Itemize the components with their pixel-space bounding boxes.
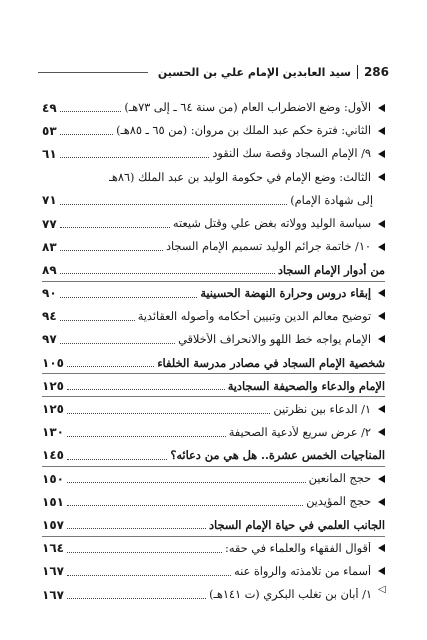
dot-leader: [60, 219, 170, 228]
toc-page-number: ٥٣: [42, 123, 57, 138]
toc-page-number: ١٥١: [42, 494, 64, 509]
toc-entry[interactable]: [42, 467, 385, 490]
dot-leader: [60, 265, 275, 274]
toc-entry-title: ١/ أبان بن تغلب البكري (ت ١٤١هـ): [209, 588, 372, 602]
toc-entry-title: أسماء من تلامذته والرواة عنه: [234, 564, 371, 578]
dot-leader: [60, 196, 288, 205]
toc-page-number: ١٠٥: [42, 355, 64, 370]
toc-entry[interactable]: [42, 282, 385, 305]
dot-leader: [60, 126, 113, 135]
toc-page-number: ٧١: [42, 193, 57, 208]
triangle-bullet-icon: [378, 335, 385, 343]
toc-entry[interactable]: [42, 189, 385, 212]
toc-page-number: ١٦٤: [42, 541, 64, 556]
dot-leader: [67, 474, 306, 483]
table-of-contents: [42, 96, 385, 606]
toc-page-number: ١٣٠: [42, 425, 64, 440]
toc-section-heading[interactable]: [42, 258, 385, 281]
header-separator: [357, 65, 358, 79]
toc-page-number: ٩٧: [42, 332, 57, 347]
book-title: سيد العابدين الإمام علي بن الحسين: [157, 65, 351, 79]
triangle-bullet-icon: [378, 567, 385, 575]
dot-leader: [60, 103, 122, 112]
triangle-bullet-icon: [378, 405, 385, 413]
toc-entry-title: الأول: وضع الاضطراب العام (من سنة ٦٤ ـ إلى ٧٣هـ): [124, 101, 371, 115]
toc-entry[interactable]: [42, 119, 385, 142]
toc-entry-title: الإمام يواجه خط اللهو والانحراف الأخلاقي: [178, 332, 371, 346]
triangle-bullet-icon: [378, 428, 385, 436]
toc-entry[interactable]: [42, 328, 385, 351]
triangle-bullet-icon: [378, 289, 385, 297]
toc-page-number: ٨٩: [42, 262, 57, 277]
toc-page-number: ١٥٧: [42, 517, 64, 532]
toc-page-number: ١٥٠: [42, 471, 64, 486]
toc-entry[interactable]: [42, 305, 385, 328]
toc-entry[interactable]: [42, 212, 385, 235]
triangle-bullet-icon: [378, 544, 385, 552]
triangle-bullet-icon: [378, 243, 385, 251]
toc-entry-title: أقوال الفقهاء والعلماء في حقه:: [225, 541, 371, 555]
toc-section-heading[interactable]: [42, 374, 385, 397]
toc-entry[interactable]: [42, 235, 385, 258]
dot-leader: [67, 358, 154, 367]
toc-page-number: ٤٩: [42, 100, 57, 115]
dot-leader: [67, 520, 206, 529]
toc-entry-title: ١/ الدعاء بين نظرتين: [273, 402, 371, 416]
toc-entry-title: الإمام والدعاء والصحيفة السجادية: [227, 378, 385, 393]
running-header: [38, 62, 389, 82]
dot-leader: [67, 451, 167, 460]
toc-entry-title: إبقاء دروس وحرارة النهضة الحسينية: [200, 286, 371, 301]
toc-page-number: ١٢٥: [42, 402, 64, 417]
toc-entry-title: إلى شهادة الإمام): [290, 193, 373, 207]
toc-entry-title: ٢/ عرض سريع لأدعية الصحيفة: [228, 425, 371, 439]
toc-entry[interactable]: [42, 421, 385, 444]
toc-page-number: ٩٠: [42, 286, 57, 301]
toc-page-number: ١٦٧: [42, 564, 64, 579]
dot-leader: [67, 405, 270, 414]
dot-leader: [60, 335, 175, 344]
toc-entry[interactable]: [42, 537, 385, 560]
triangle-bullet-icon: [378, 475, 385, 483]
toc-section-heading[interactable]: [42, 444, 385, 467]
toc-entry[interactable]: [42, 583, 385, 606]
dot-leader: [60, 242, 163, 251]
header-rule: [38, 72, 148, 73]
triangle-bullet-icon: [378, 127, 385, 135]
toc-section-heading[interactable]: [42, 351, 385, 374]
dot-leader: [67, 428, 226, 437]
toc-section-heading[interactable]: [42, 513, 385, 536]
toc-entry-title: من أدوار الإمام السجاد: [277, 262, 385, 277]
toc-entry-title: سياسة الوليد وولاته بغض علي وقتل شيعته: [172, 217, 371, 231]
toc-page-number: ١٦٧: [42, 587, 64, 602]
toc-page-number: ٨٣: [42, 239, 57, 254]
dot-leader: [67, 544, 222, 553]
dot-leader: [67, 497, 303, 506]
toc-entry[interactable]: [42, 560, 385, 583]
toc-page-number: ٦١: [42, 146, 57, 161]
toc-entry[interactable]: [42, 142, 385, 165]
toc-entry[interactable]: [42, 166, 385, 189]
toc-entry[interactable]: [42, 490, 385, 513]
toc-entry-title: ٩/ الإمام السجاد وقصة سك النقود: [212, 147, 371, 161]
toc-entry-title: المناجيات الخمس عشرة.. هل هي من دعائه؟: [170, 448, 385, 463]
hollow-triangle-bullet-icon: [379, 591, 385, 599]
triangle-bullet-icon: [378, 104, 385, 112]
triangle-bullet-icon: [378, 150, 385, 158]
toc-page-number: ١٤٥: [42, 448, 64, 463]
toc-page-number: ١٢٥: [42, 378, 64, 393]
dot-leader: [60, 312, 135, 321]
page-number: 286: [363, 65, 389, 79]
dot-leader: [60, 289, 198, 298]
dot-leader: [67, 567, 231, 576]
toc-entry-title: الثاني: فترة حكم عبد الملك بن مروان: (من ٦٥ ـ ٨٥هـ): [116, 124, 371, 138]
dot-leader: [45, 173, 106, 181]
toc-entry-title: توضيح معالم الدين وتبيين أحكامه وأصوله العقائدية: [137, 309, 371, 323]
triangle-bullet-icon: [378, 498, 385, 506]
toc-entry[interactable]: [42, 397, 385, 420]
toc-entry-title: حجج المؤيدين: [306, 495, 371, 509]
toc-entry-title: ١٠/ خاتمة جرائم الوليد تسميم الإمام السجاد: [165, 240, 371, 254]
triangle-bullet-icon: [378, 312, 385, 320]
toc-entry-title: شخصية الإمام السجاد في مصادر مدرسة الخلفاء: [157, 355, 385, 370]
dot-leader: [60, 149, 210, 158]
toc-page-number: ٧٧: [42, 216, 57, 231]
triangle-bullet-icon: [378, 220, 385, 228]
toc-entry-title: الجانب العلمي في حياة الإمام السجاد: [209, 517, 385, 532]
toc-entry[interactable]: [42, 96, 385, 119]
toc-page-number: ٩٤: [42, 309, 57, 324]
triangle-bullet-icon: [378, 173, 385, 181]
dot-leader: [67, 590, 206, 599]
dot-leader: [67, 381, 225, 390]
toc-entry-title: الثالث: وضع الإمام في حكومة الوليد بن عبد الملك (٨٦هـ: [108, 170, 371, 184]
toc-entry-title: حجج المانعين: [308, 472, 371, 486]
